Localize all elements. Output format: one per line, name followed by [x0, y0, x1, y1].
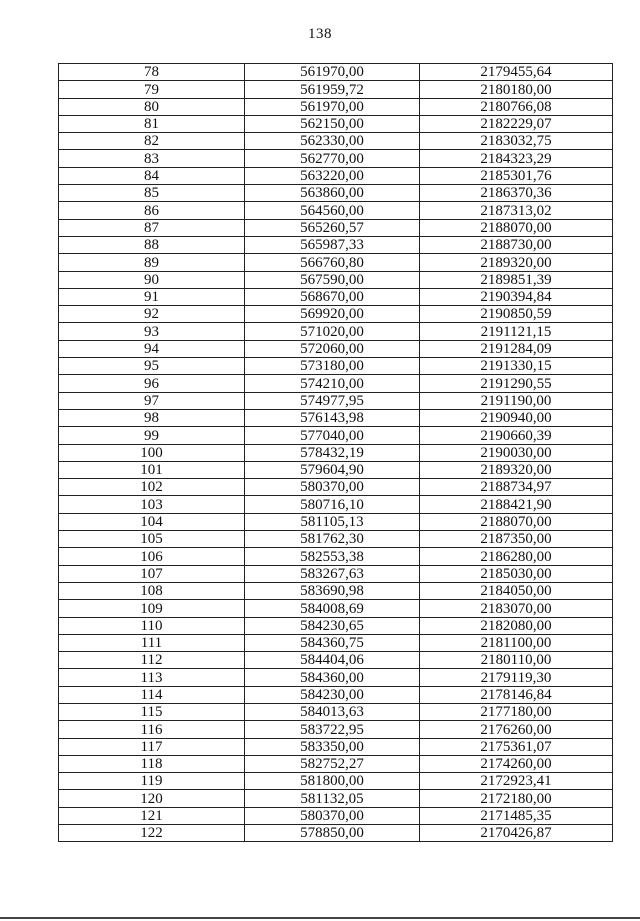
point-number-cell: 80 [59, 98, 245, 115]
point-number-cell: 101 [59, 461, 245, 478]
table-row [59, 219, 613, 236]
coordinates-table-body [59, 64, 613, 842]
y-coordinate-cell: 2186370,36 [420, 185, 613, 202]
x-coordinate-cell: 584230,65 [245, 617, 420, 634]
y-coordinate-cell: 2188730,00 [420, 236, 613, 253]
x-coordinate-cell: 562770,00 [245, 150, 420, 167]
point-number-cell: 95 [59, 358, 245, 375]
table-row [59, 513, 613, 530]
x-coordinate-cell: 569920,00 [245, 306, 420, 323]
y-coordinate-cell: 2190850,59 [420, 306, 613, 323]
y-coordinate-cell: 2178146,84 [420, 686, 613, 703]
y-coordinate-cell: 2176260,00 [420, 721, 613, 738]
table-row [59, 185, 613, 202]
y-coordinate-cell: 2191330,15 [420, 358, 613, 375]
point-number-cell: 79 [59, 81, 245, 98]
table-row [59, 64, 613, 81]
table-row [59, 409, 613, 426]
y-coordinate-cell: 2187313,02 [420, 202, 613, 219]
table-row [59, 202, 613, 219]
x-coordinate-cell: 583690,98 [245, 582, 420, 599]
table-row [59, 323, 613, 340]
point-number-cell: 86 [59, 202, 245, 219]
x-coordinate-cell: 580716,10 [245, 496, 420, 513]
y-coordinate-cell: 2183032,75 [420, 133, 613, 150]
point-number-cell: 96 [59, 375, 245, 392]
x-coordinate-cell: 565260,57 [245, 219, 420, 236]
point-number-cell: 82 [59, 133, 245, 150]
y-coordinate-cell: 2190940,00 [420, 409, 613, 426]
table-row [59, 306, 613, 323]
point-number-cell: 99 [59, 427, 245, 444]
x-coordinate-cell: 581800,00 [245, 773, 420, 790]
x-coordinate-cell: 582553,38 [245, 548, 420, 565]
point-number-cell: 105 [59, 531, 245, 548]
table-row [59, 150, 613, 167]
y-coordinate-cell: 2177180,00 [420, 703, 613, 720]
point-number-cell: 100 [59, 444, 245, 461]
y-coordinate-cell: 2188734,97 [420, 479, 613, 496]
table-row [59, 686, 613, 703]
table-row [59, 825, 613, 842]
x-coordinate-cell: 583722,95 [245, 721, 420, 738]
point-number-cell: 93 [59, 323, 245, 340]
point-number-cell: 118 [59, 755, 245, 772]
table-row [59, 98, 613, 115]
table-row [59, 634, 613, 651]
y-coordinate-cell: 2175361,07 [420, 738, 613, 755]
table-row [59, 496, 613, 513]
y-coordinate-cell: 2188070,00 [420, 513, 613, 530]
page-bottom-rule [0, 917, 640, 919]
y-coordinate-cell: 2183070,00 [420, 600, 613, 617]
point-number-cell: 112 [59, 652, 245, 669]
table-row [59, 790, 613, 807]
table-row [59, 652, 613, 669]
point-number-cell: 97 [59, 392, 245, 409]
x-coordinate-cell: 561959,72 [245, 81, 420, 98]
y-coordinate-cell: 2188070,00 [420, 219, 613, 236]
x-coordinate-cell: 566760,80 [245, 254, 420, 271]
point-number-cell: 89 [59, 254, 245, 271]
table-row [59, 81, 613, 98]
coordinates-table [58, 63, 613, 842]
point-number-cell: 122 [59, 825, 245, 842]
table-row [59, 375, 613, 392]
point-number-cell: 111 [59, 634, 245, 651]
y-coordinate-cell: 2174260,00 [420, 755, 613, 772]
point-number-cell: 87 [59, 219, 245, 236]
x-coordinate-cell: 573180,00 [245, 358, 420, 375]
y-coordinate-cell: 2191284,09 [420, 340, 613, 357]
x-coordinate-cell: 584013,63 [245, 703, 420, 720]
y-coordinate-cell: 2184323,29 [420, 150, 613, 167]
table-row [59, 773, 613, 790]
table-row [59, 288, 613, 305]
x-coordinate-cell: 577040,00 [245, 427, 420, 444]
page-number: 138 [308, 26, 332, 42]
y-coordinate-cell: 2180110,00 [420, 652, 613, 669]
y-coordinate-cell: 2172180,00 [420, 790, 613, 807]
table-row [59, 582, 613, 599]
x-coordinate-cell: 568670,00 [245, 288, 420, 305]
table-row [59, 133, 613, 150]
x-coordinate-cell: 565987,33 [245, 236, 420, 253]
x-coordinate-cell: 579604,90 [245, 461, 420, 478]
point-number-cell: 102 [59, 479, 245, 496]
x-coordinate-cell: 584360,75 [245, 634, 420, 651]
y-coordinate-cell: 2190030,00 [420, 444, 613, 461]
x-coordinate-cell: 562150,00 [245, 115, 420, 132]
x-coordinate-cell: 563220,00 [245, 167, 420, 184]
table-row [59, 392, 613, 409]
x-coordinate-cell: 561970,00 [245, 98, 420, 115]
point-number-cell: 78 [59, 64, 245, 81]
table-row [59, 444, 613, 461]
point-number-cell: 108 [59, 582, 245, 599]
point-number-cell: 121 [59, 807, 245, 824]
y-coordinate-cell: 2189320,00 [420, 254, 613, 271]
y-coordinate-cell: 2190394,84 [420, 288, 613, 305]
y-coordinate-cell: 2190660,39 [420, 427, 613, 444]
x-coordinate-cell: 576143,98 [245, 409, 420, 426]
table-row [59, 479, 613, 496]
point-number-cell: 88 [59, 236, 245, 253]
x-coordinate-cell: 561970,00 [245, 64, 420, 81]
point-number-cell: 83 [59, 150, 245, 167]
y-coordinate-cell: 2191121,15 [420, 323, 613, 340]
y-coordinate-cell: 2191190,00 [420, 392, 613, 409]
x-coordinate-cell: 580370,00 [245, 807, 420, 824]
x-coordinate-cell: 574210,00 [245, 375, 420, 392]
x-coordinate-cell: 572060,00 [245, 340, 420, 357]
x-coordinate-cell: 581762,30 [245, 531, 420, 548]
point-number-cell: 107 [59, 565, 245, 582]
y-coordinate-cell: 2171485,35 [420, 807, 613, 824]
y-coordinate-cell: 2180766,08 [420, 98, 613, 115]
y-coordinate-cell: 2180180,00 [420, 81, 613, 98]
x-coordinate-cell: 584360,00 [245, 669, 420, 686]
point-number-cell: 91 [59, 288, 245, 305]
point-number-cell: 120 [59, 790, 245, 807]
table-row [59, 271, 613, 288]
point-number-cell: 115 [59, 703, 245, 720]
point-number-cell: 103 [59, 496, 245, 513]
table-row [59, 721, 613, 738]
point-number-cell: 109 [59, 600, 245, 617]
y-coordinate-cell: 2181100,00 [420, 634, 613, 651]
table-row [59, 565, 613, 582]
y-coordinate-cell: 2186280,00 [420, 548, 613, 565]
y-coordinate-cell: 2170426,87 [420, 825, 613, 842]
y-coordinate-cell: 2182080,00 [420, 617, 613, 634]
table-row [59, 427, 613, 444]
point-number-cell: 114 [59, 686, 245, 703]
point-number-cell: 116 [59, 721, 245, 738]
y-coordinate-cell: 2191290,55 [420, 375, 613, 392]
table-row [59, 167, 613, 184]
point-number-cell: 117 [59, 738, 245, 755]
y-coordinate-cell: 2172923,41 [420, 773, 613, 790]
y-coordinate-cell: 2185301,76 [420, 167, 613, 184]
point-number-cell: 113 [59, 669, 245, 686]
table-row [59, 617, 613, 634]
x-coordinate-cell: 584404,06 [245, 652, 420, 669]
x-coordinate-cell: 580370,00 [245, 479, 420, 496]
x-coordinate-cell: 571020,00 [245, 323, 420, 340]
table-row [59, 807, 613, 824]
x-coordinate-cell: 583267,63 [245, 565, 420, 582]
table-row [59, 738, 613, 755]
table-row [59, 755, 613, 772]
x-coordinate-cell: 562330,00 [245, 133, 420, 150]
point-number-cell: 84 [59, 167, 245, 184]
point-number-cell: 110 [59, 617, 245, 634]
y-coordinate-cell: 2184050,00 [420, 582, 613, 599]
y-coordinate-cell: 2189851,39 [420, 271, 613, 288]
x-coordinate-cell: 581132,05 [245, 790, 420, 807]
x-coordinate-cell: 578850,00 [245, 825, 420, 842]
table-row [59, 358, 613, 375]
y-coordinate-cell: 2189320,00 [420, 461, 613, 478]
point-number-cell: 106 [59, 548, 245, 565]
x-coordinate-cell: 584230,00 [245, 686, 420, 703]
x-coordinate-cell: 563860,00 [245, 185, 420, 202]
x-coordinate-cell: 581105,13 [245, 513, 420, 530]
table-row [59, 115, 613, 132]
point-number-cell: 81 [59, 115, 245, 132]
y-coordinate-cell: 2188421,90 [420, 496, 613, 513]
x-coordinate-cell: 567590,00 [245, 271, 420, 288]
x-coordinate-cell: 574977,95 [245, 392, 420, 409]
y-coordinate-cell: 2185030,00 [420, 565, 613, 582]
y-coordinate-cell: 2179455,64 [420, 64, 613, 81]
point-number-cell: 94 [59, 340, 245, 357]
x-coordinate-cell: 584008,69 [245, 600, 420, 617]
x-coordinate-cell: 564560,00 [245, 202, 420, 219]
y-coordinate-cell: 2179119,30 [420, 669, 613, 686]
y-coordinate-cell: 2182229,07 [420, 115, 613, 132]
table-row [59, 254, 613, 271]
point-number-cell: 92 [59, 306, 245, 323]
table-row [59, 548, 613, 565]
table-row [59, 531, 613, 548]
x-coordinate-cell: 578432,19 [245, 444, 420, 461]
point-number-cell: 104 [59, 513, 245, 530]
point-number-cell: 85 [59, 185, 245, 202]
table-row [59, 340, 613, 357]
table-row [59, 669, 613, 686]
x-coordinate-cell: 583350,00 [245, 738, 420, 755]
x-coordinate-cell: 582752,27 [245, 755, 420, 772]
point-number-cell: 119 [59, 773, 245, 790]
table-row [59, 600, 613, 617]
table-row [59, 461, 613, 478]
table-row [59, 236, 613, 253]
table-row [59, 703, 613, 720]
point-number-cell: 90 [59, 271, 245, 288]
point-number-cell: 98 [59, 409, 245, 426]
y-coordinate-cell: 2187350,00 [420, 531, 613, 548]
